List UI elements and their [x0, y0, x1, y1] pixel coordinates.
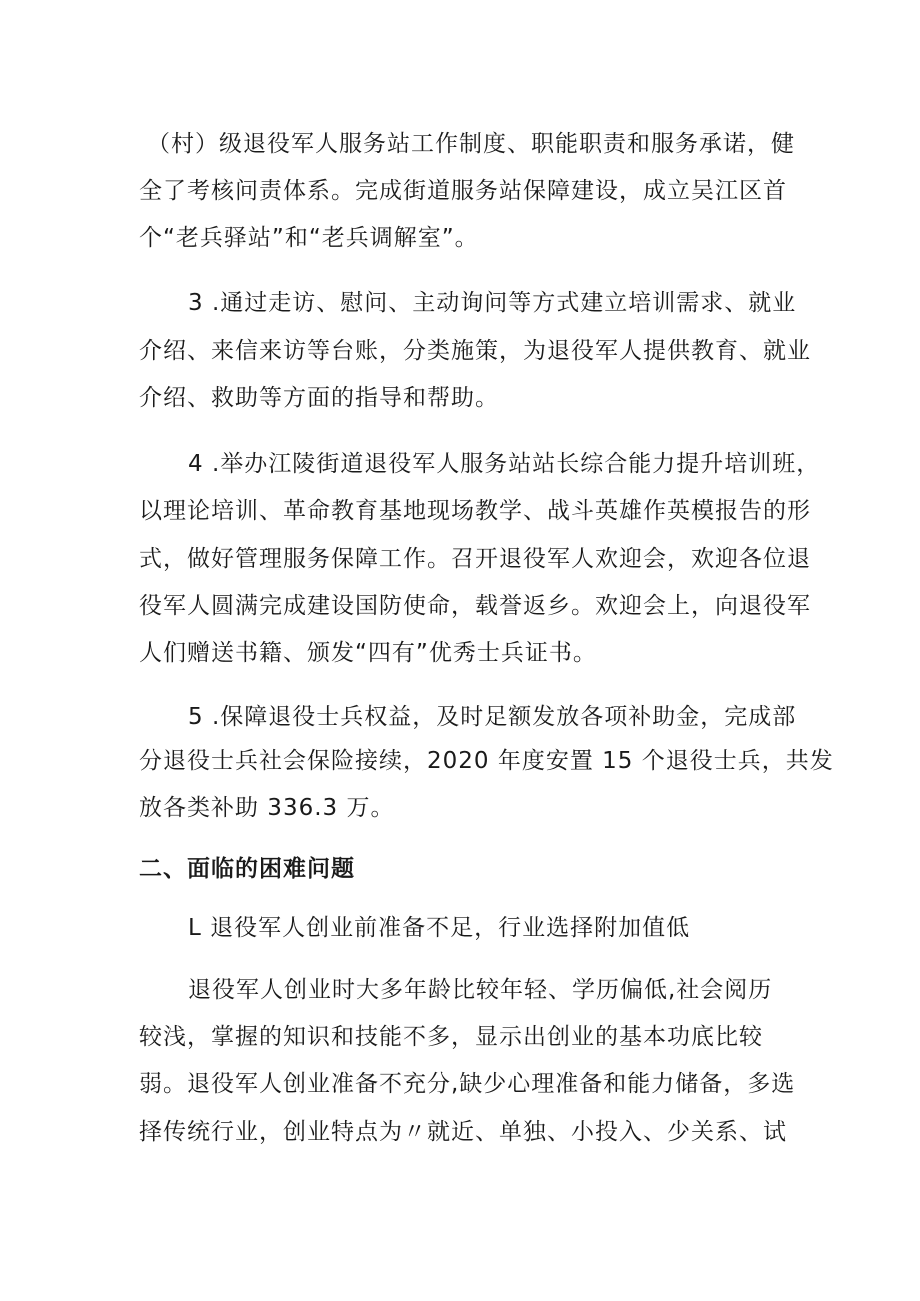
text-line: 择传统行业，创业特点为〃就近、单独、小投入、少关系、试: [139, 1119, 787, 1145]
text-line: 全了考核问责体系。完成街道服务站保障建设，成立吴江区首: [139, 178, 787, 204]
subheading-text: L 退役军人创业前准备不足，行业选择附加值低: [188, 915, 691, 941]
text-line: 弱。退役军人创业准备不充分,缺少心理准备和能力储备，多选: [139, 1071, 796, 1097]
text-line: 5 .保障退役士兵权益，及时足额发放各项补助金，完成部: [188, 704, 797, 730]
text-line: （村）级退役军人服务站工作制度、职能职责和服务承诺，健: [147, 131, 795, 157]
text-line: 介绍、救助等方面的指导和帮助。: [139, 385, 499, 411]
text-line: 式，做好管理服务保障工作。召开退役军人欢迎会，欢迎各位退: [139, 546, 811, 572]
text-line: 介绍、来信来访等台账，分类施策，为退役军人提供教育、就业: [139, 338, 811, 364]
text-line: 放各类补助 336.3 万。: [139, 795, 395, 821]
text-line: 较浅，掌握的知识和技能不多，显示出创业的基本功底比较: [139, 1024, 763, 1050]
text-line: 4 .举办江陵街道退役军人服务站站长综合能力提升培训班，: [188, 451, 821, 477]
text-line: 个“老兵驿站”和“老兵调解室”。: [139, 225, 479, 251]
text-line: 退役军人创业时大多年龄比较年轻、学历偏低,社会阅历: [188, 977, 773, 1003]
text-line: 3 .通过走访、慰问、主动询问等方式建立培训需求、就业: [188, 290, 797, 316]
heading-text: 二、面临的困难问题: [139, 856, 355, 882]
text-line: 役军人圆满完成建设国防使命，载誉返乡。欢迎会上，向退役军: [139, 593, 811, 619]
text-line: 人们赠送书籍、颁发“四有”优秀士兵证书。: [139, 640, 597, 666]
text-line: 以理论培训、革命教育基地现场教学、战斗英雄作英模报告的形: [139, 498, 811, 524]
text-line: 分退役士兵社会保险接续，2020 年度安置 15 个退役士兵，共发: [139, 748, 834, 774]
